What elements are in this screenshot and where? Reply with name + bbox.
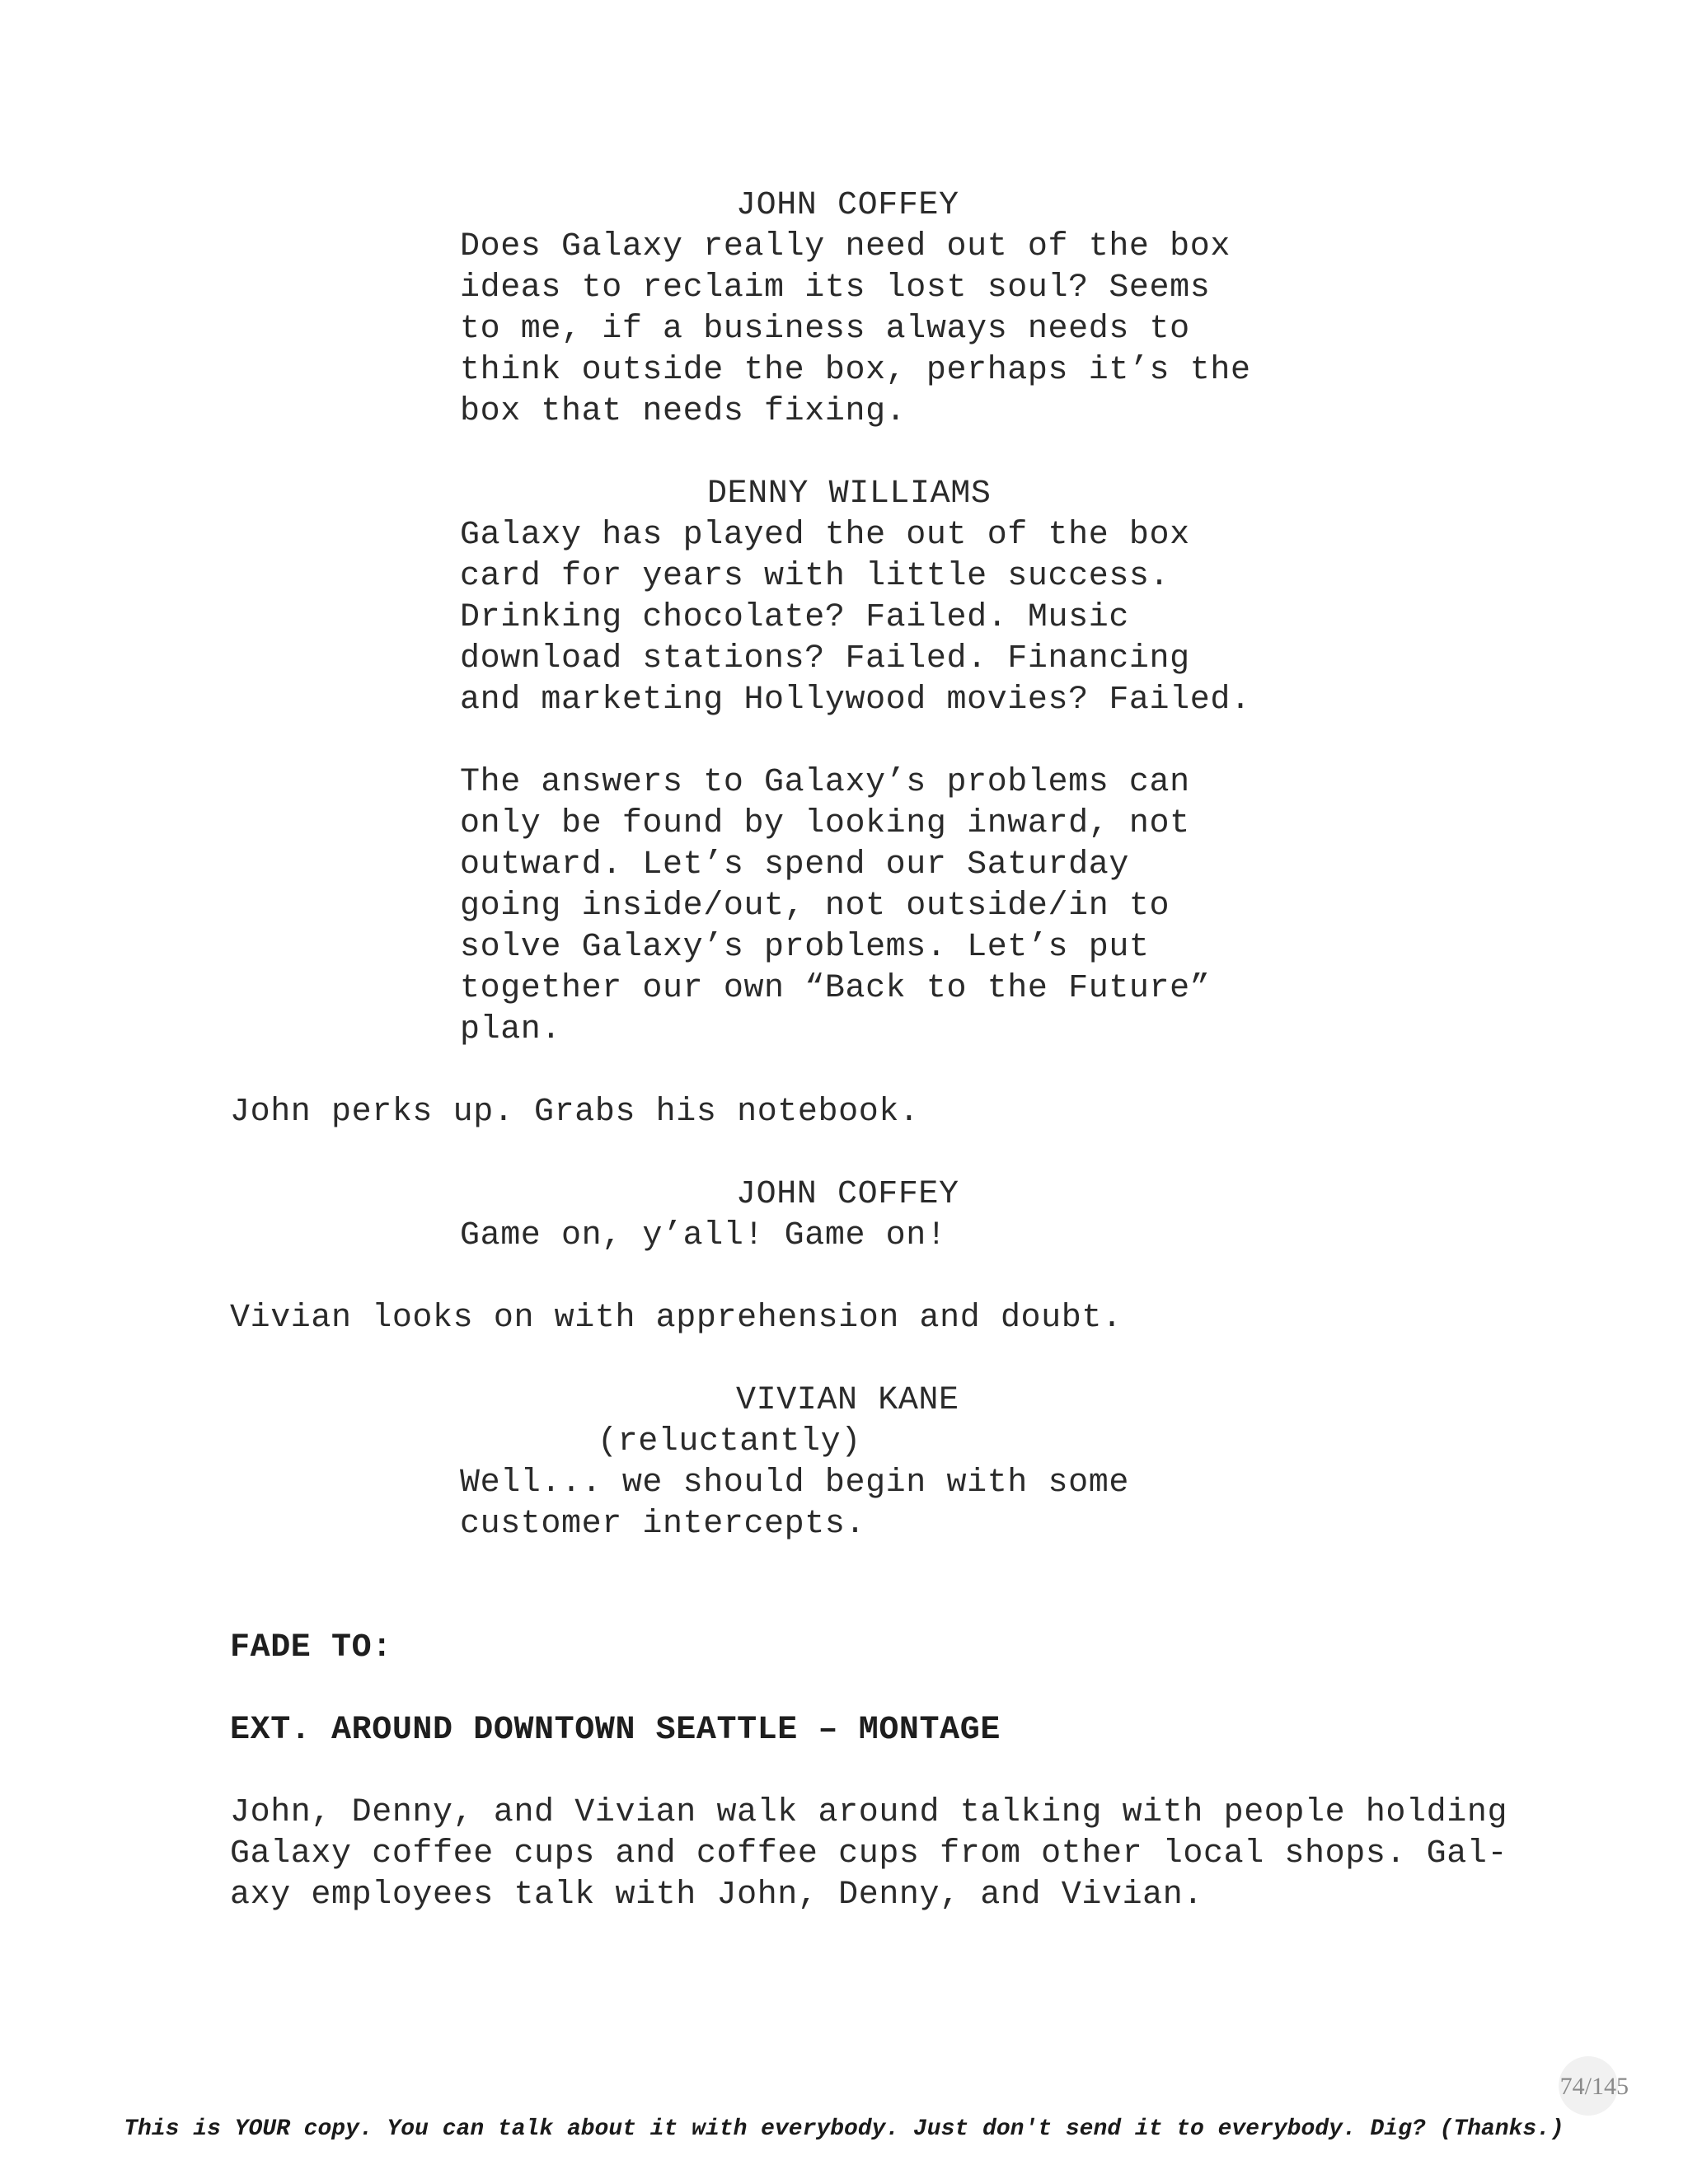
dialogue-line: think outside the box, perhaps it’s the bbox=[460, 352, 1251, 389]
footer-notice: This is YOUR copy. You can talk about it with everybody. Just don't send it to everybody. Dig? (Thanks.) bbox=[124, 2116, 1564, 2142]
dialogue-line: download stations? Failed. Financing bbox=[460, 640, 1190, 677]
dialogue-line: plan. bbox=[460, 1011, 562, 1048]
dialogue-line: card for years with little success. bbox=[460, 558, 1170, 595]
character-name: VIVIAN KANE bbox=[736, 1382, 959, 1419]
parenthetical: (reluctantly) bbox=[598, 1423, 861, 1460]
character-name: DENNY WILLIAMS bbox=[707, 476, 992, 513]
character-name: JOHN COFFEY bbox=[736, 187, 959, 224]
dialogue-line: Drinking chocolate? Failed. Music bbox=[460, 599, 1129, 636]
dialogue-line: to me, if a business always needs to bbox=[460, 311, 1190, 348]
dialogue-line: customer intercepts. bbox=[460, 1506, 866, 1543]
dialogue-line: Does Galaxy really need out of the box bbox=[460, 228, 1231, 265]
dialogue-line: Game on, y’all! Game on! bbox=[460, 1217, 947, 1254]
transition: FADE TO: bbox=[230, 1629, 392, 1666]
action-line: axy employees talk with John, Denny, and Vivian. bbox=[230, 1877, 1203, 1914]
dialogue-line: Galaxy has played the out of the box bbox=[460, 517, 1190, 554]
dialogue-line: and marketing Hollywood movies? Failed. bbox=[460, 682, 1251, 719]
dialogue-line: outward. Let’s spend our Saturday bbox=[460, 846, 1129, 883]
action-line: John, Denny, and Vivian walk around talking with people holding bbox=[230, 1794, 1508, 1831]
dialogue-line: ideas to reclaim its lost soul? Seems bbox=[460, 269, 1211, 307]
action-line: John perks up. Grabs his notebook. bbox=[230, 1094, 920, 1131]
dialogue-line: The answers to Galaxy’s problems can bbox=[460, 764, 1190, 801]
action-line: Galaxy coffee cups and coffee cups from other local shops. Gal- bbox=[230, 1835, 1508, 1872]
dialogue-line: solve Galaxy’s problems. Let’s put bbox=[460, 929, 1150, 966]
dialogue-line: only be found by looking inward, not bbox=[460, 805, 1190, 842]
page-number: 74/145 bbox=[1559, 2073, 1629, 2100]
character-name: JOHN COFFEY bbox=[736, 1176, 959, 1213]
dialogue-line: Well... we should begin with some bbox=[460, 1465, 1129, 1502]
dialogue-line: together our own “Back to the Future” bbox=[460, 970, 1211, 1007]
dialogue-line: box that needs fixing. bbox=[460, 393, 907, 430]
action-line: Vivian looks on with apprehension and doubt. bbox=[230, 1300, 1123, 1337]
dialogue-line: going inside/out, not outside/in to bbox=[460, 888, 1170, 925]
scene-heading: EXT. AROUND DOWNTOWN SEATTLE – MONTAGE bbox=[230, 1712, 1001, 1749]
